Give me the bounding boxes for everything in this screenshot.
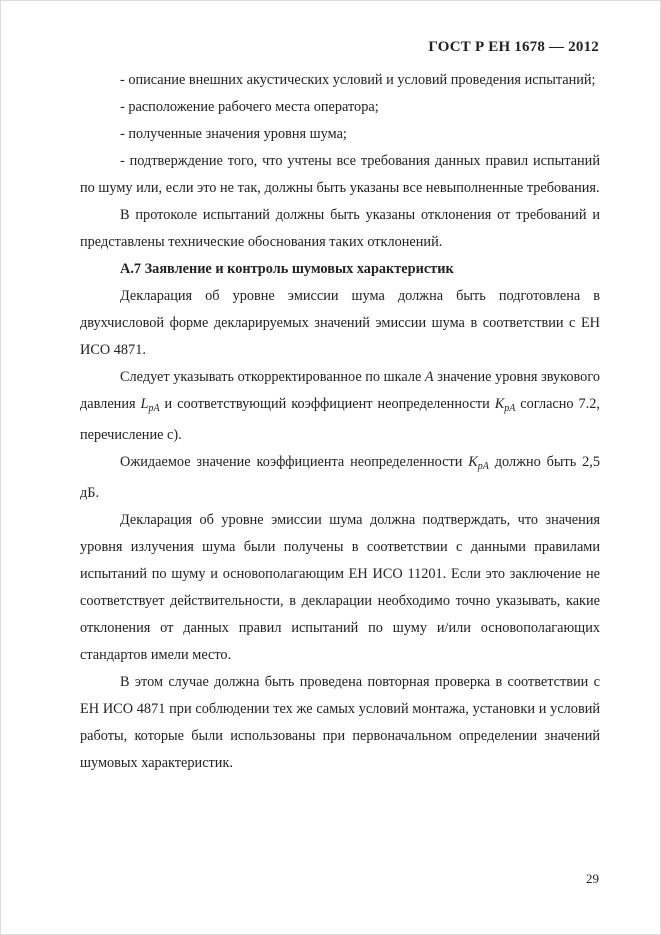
variable-a: A (424, 369, 434, 385)
standard-header: ГОСТ Р ЕН 1678 — 2012 (428, 39, 599, 55)
text-segment: и соответствующий коэффициент неопределенности (159, 396, 495, 412)
paragraph-declaration-form: Декларация об уровне эмиссии шума должна быть подготовлена в двухчисловой форме декларируемых значений эмиссии шума в соответствии с ЕН ИСО 4871. (80, 288, 600, 358)
section-heading: А.7 Заявление и контроль шумовых характеристик (120, 261, 454, 277)
paragraph-declaration-confirm: Декларация об уровне эмиссии шума должна подтверждать, что значения уровня излучения шума были получены в соответствии с данными правилами испытаний по шуму и основополагающим ЕН ИСО 11201. Если это заключение не соответствует действительности, в декларации необходимо точно указывать, какие отклонения от данных правил испытаний по шуму и/или основополагающих стандартов имели место. (80, 512, 600, 663)
subscript-pa: pA (504, 403, 516, 414)
text-segment: должно быть 2,5 дБ. (80, 454, 600, 501)
list-item-noise-values: - полученные значения уровня шума; (120, 126, 347, 142)
variable-k: K (468, 454, 478, 470)
subscript-pa: pA (477, 461, 489, 472)
list-item-confirmation: - подтверждение того, что учтены все требования данных правил испытаний по шуму или, если это не так, должны быть указаны все невыполненные требования. (80, 153, 600, 196)
variable-l: L (140, 396, 149, 412)
paragraph-deviations: В протоколе испытаний должны быть указаны отклонения от требований и представлены технические обоснования таких отклонений. (80, 207, 600, 250)
document-body (80, 67, 600, 777)
variable-k: K (494, 396, 505, 412)
list-item-conditions: - описание внешних акустических условий и условий проведения испытаний; (120, 72, 596, 88)
page-number: 29 (586, 871, 599, 886)
text-segment: Ожидаемое значение коэффициента неопределенности (120, 454, 469, 470)
text-segment: значение уровня звукового давления (80, 369, 600, 412)
list-item-operator-position: - расположение рабочего места оператора; (120, 99, 379, 115)
paragraph-recheck: В этом случае должна быть проведена повторная проверка в соответствии с ЕН ИСО 4871 при соблюдении тех же самых условий монтажа, установки и условий работы, которые были использованы при первоначальном определении значений шумовых характеристик. (80, 674, 600, 771)
text-segment: согласно 7.2, перечисление с). (80, 396, 600, 443)
subscript-pa: pA (148, 403, 160, 414)
paragraph-uncertainty (80, 449, 600, 507)
paragraph-sound-pressure (80, 364, 600, 449)
text-segment: Следует указывать откорректированное по шкале (120, 369, 425, 385)
